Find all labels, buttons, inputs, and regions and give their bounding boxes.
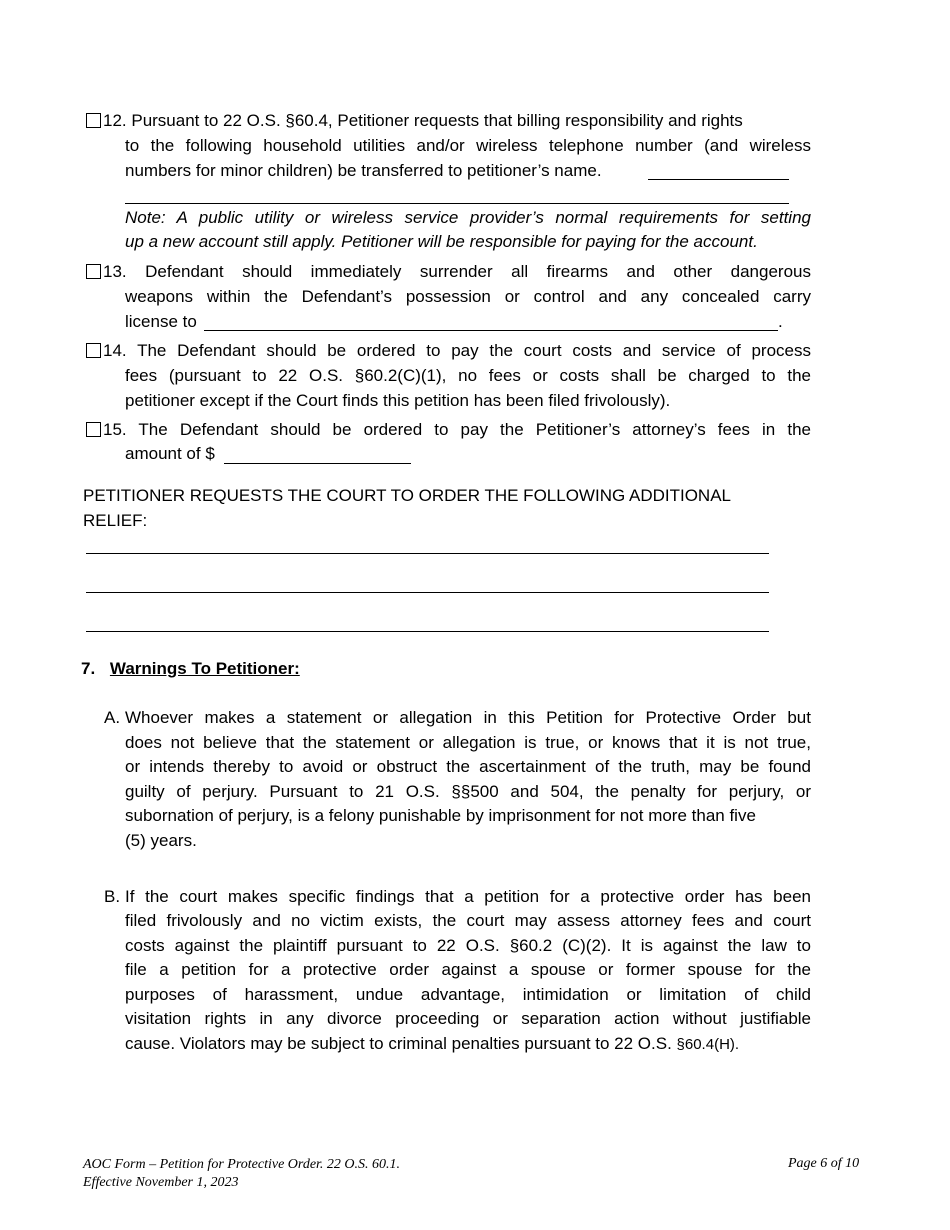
item-12-name-blank[interactable] (648, 179, 789, 180)
item-12-line-2: to the following household utilities and/or wireless telephone number (and wireless (125, 136, 811, 155)
item-15-line-1 (86, 420, 811, 440)
item-13-line-1 (86, 262, 811, 282)
relief-heading-line-1: PETITIONER REQUESTS THE COURT TO ORDER THE FOLLOWING ADDITIONAL (83, 486, 731, 505)
section-7-title: Warnings To Petitioner: (109, 659, 300, 678)
item-12-note-line-1: Note: A public utility or wireless service provider’s normal requirements for setting (125, 208, 811, 227)
relief-blank-2[interactable] (86, 592, 769, 593)
warning-b-label: B. (104, 887, 121, 906)
item-12-text: 12. Pursuant to 22 O.S. §60.4, Petitioner requests that billing responsibility and rights (103, 111, 743, 130)
warning-b-last-text: cause. Violators may be subject to criminal penalties pursuant to 22 O.S. (125, 1034, 677, 1053)
item-13-period: . (778, 312, 783, 331)
item-15-text: 15. The Defendant should be ordered to pay the Petitioner’s attorney’s fees in the (103, 420, 811, 439)
warning-b-line-2: filed frivolously and no victim exists, the court may assess attorney fees and court (125, 911, 811, 930)
item-14-text: 14. The Defendant should be ordered to pay the court costs and service of process (103, 341, 811, 360)
warning-a-line-3: or intends thereby to avoid or obstruct the ascertainment of the truth, may be found (125, 757, 811, 776)
item-13-license-blank[interactable] (204, 330, 778, 331)
warning-a-label: A. (104, 708, 121, 727)
item-12-checkbox[interactable] (86, 113, 101, 128)
relief-blank-3[interactable] (86, 631, 769, 632)
relief-heading-line-2: RELIEF: (83, 511, 148, 530)
footer-effective-date: Effective November 1, 2023 (83, 1175, 239, 1190)
footer-form-title: AOC Form – Petition for Protective Order. 22 O.S. 60.1. (83, 1157, 401, 1172)
item-15-line-2: amount of $ (125, 444, 215, 463)
item-12-line-3: numbers for minor children) be transferred to petitioner’s name. (125, 161, 602, 180)
item-13-line-2: weapons within the Defendant’s possession or control and any concealed carry (125, 287, 811, 306)
item-13-text: 13. Defendant should immediately surrender all firearms and other dangerous (103, 262, 811, 281)
item-14-line-1 (86, 341, 811, 361)
section-7-heading (81, 659, 300, 679)
warning-b-line-6: visitation rights in any divorce proceeding or separation action without justifiable (125, 1009, 811, 1028)
item-14-line-3: petitioner except if the Court finds this petition has been filed frivolously). (125, 391, 671, 410)
warning-b-line-3: costs against the plaintiff pursuant to 22 O.S. §60.2 (C)(2). It is against the law to (125, 936, 811, 955)
item-13-line-3: license to (125, 312, 197, 331)
relief-blank-1[interactable] (86, 553, 769, 554)
item-13-checkbox[interactable] (86, 264, 101, 279)
item-12-line-1 (86, 111, 743, 131)
warning-a-line-1: Whoever makes a statement or allegation in this Petition for Protective Order but (125, 708, 811, 727)
item-14-line-2: fees (pursuant to 22 O.S. §60.2(C)(1), no fees or costs shall be charged to the (125, 366, 811, 385)
section-7-number: 7. (81, 659, 96, 678)
warning-a-line-6: (5) years. (125, 831, 197, 850)
warning-b-line-5: purposes of harassment, undue advantage, intimidation or limitation of child (125, 985, 811, 1004)
warning-b-last-citation: §60.4(H). (676, 1036, 740, 1053)
warning-a-line-2: does not believe that the statement or allegation is true, or knows that it is not true, (125, 733, 811, 752)
item-14-checkbox[interactable] (86, 343, 101, 358)
warning-b-line-1: If the court makes specific findings that a petition for a protective order has been (125, 887, 811, 906)
item-12-note-line-2: up a new account still apply. Petitioner will be responsible for paying for the account. (125, 232, 758, 251)
item-15-amount-blank[interactable] (224, 463, 411, 464)
warning-b-line-4: file a petition for a protective order against a spouse or former spouse for the (125, 960, 811, 979)
item-15-checkbox[interactable] (86, 422, 101, 437)
warning-b-line-7 (125, 1034, 739, 1055)
warning-a-line-5: subornation of perjury, is a felony punishable by imprisonment for not more than five (125, 806, 756, 825)
item-12-utilities-blank[interactable] (125, 203, 789, 204)
footer-page-number: Page 6 of 10 (788, 1156, 860, 1171)
warning-a-line-4: guilty of perjury. Pursuant to 21 O.S. §§500 and 504, the penalty for perjury, or (125, 782, 811, 801)
